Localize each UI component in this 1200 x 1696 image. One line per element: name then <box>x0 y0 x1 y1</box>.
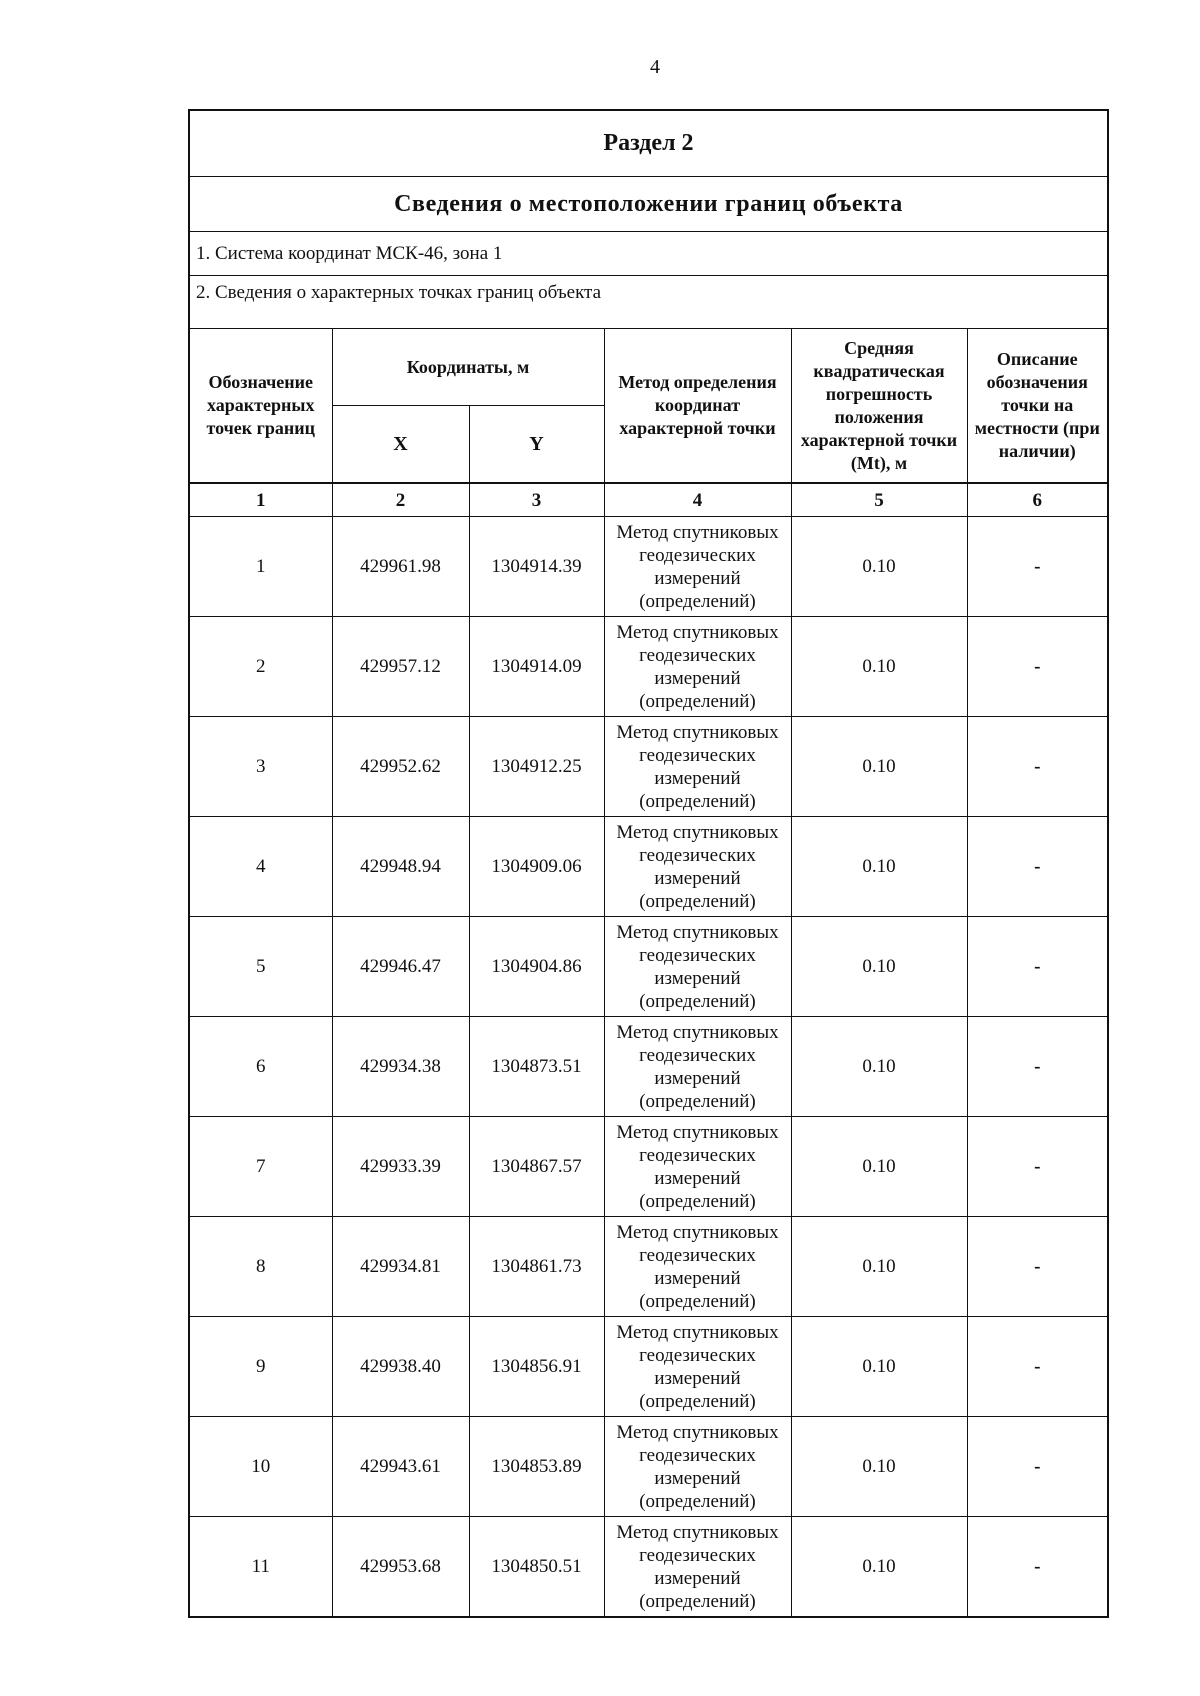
determination-method: Метод спутниковых геодезических измерений (определений) <box>604 817 791 917</box>
point-number: 9 <box>190 1317 332 1417</box>
coordinate-y: 1304914.39 <box>469 517 604 617</box>
determination-method: Метод спутниковых геодезических измерений (определений) <box>604 517 791 617</box>
determination-method: Метод спутниковых геодезических измерений (определений) <box>604 1217 791 1317</box>
point-description: - <box>967 517 1107 617</box>
mean-square-error: 0.10 <box>791 1217 967 1317</box>
coordinate-x: 429934.81 <box>332 1217 469 1317</box>
mean-square-error: 0.10 <box>791 917 967 1017</box>
coordinate-y: 1304850.51 <box>469 1517 604 1617</box>
mean-square-error: 0.10 <box>791 517 967 617</box>
table-row <box>190 817 1107 917</box>
header-coordinates: Координаты, м <box>332 329 604 406</box>
coordinate-x: 429934.38 <box>332 1017 469 1117</box>
mean-square-error: 0.10 <box>791 1517 967 1617</box>
point-description: - <box>967 1517 1107 1617</box>
determination-method: Метод спутниковых геодезических измерений (определений) <box>604 617 791 717</box>
table-row <box>190 617 1107 717</box>
coordinate-x: 429952.62 <box>332 717 469 817</box>
table-row <box>190 1117 1107 1217</box>
point-description: - <box>967 817 1107 917</box>
coordinate-x: 429943.61 <box>332 1417 469 1517</box>
table-row <box>190 1017 1107 1117</box>
coordinate-x: 429938.40 <box>332 1317 469 1417</box>
coordinate-y: 1304856.91 <box>469 1317 604 1417</box>
mean-square-error: 0.10 <box>791 717 967 817</box>
points-info-line: 2. Сведения о характерных точках границ объекта <box>196 282 602 303</box>
determination-method: Метод спутниковых геодезических измерений (определений) <box>604 1317 791 1417</box>
point-number: 11 <box>190 1517 332 1617</box>
determination-method: Метод спутниковых геодезических измерений (определений) <box>604 1517 791 1617</box>
determination-method: Метод спутниковых геодезических измерений (определений) <box>604 1117 791 1217</box>
point-number: 1 <box>190 517 332 617</box>
header-designation: Обозначение характерных точек границ <box>190 329 332 484</box>
page-number: 4 <box>650 56 660 78</box>
point-description: - <box>967 717 1107 817</box>
boundary-points-table <box>190 328 1107 1616</box>
column-number: 5 <box>791 483 967 517</box>
mean-square-error: 0.10 <box>791 817 967 917</box>
point-number: 6 <box>190 1017 332 1117</box>
coordinate-x: 429961.98 <box>332 517 469 617</box>
mean-square-error: 0.10 <box>791 1017 967 1117</box>
point-number: 4 <box>190 817 332 917</box>
coordinate-y: 1304909.06 <box>469 817 604 917</box>
section-subtitle: Сведения о местоположении границ объекта <box>190 177 1107 232</box>
mean-square-error: 0.10 <box>791 1317 967 1417</box>
point-number: 3 <box>190 717 332 817</box>
column-number: 6 <box>967 483 1107 517</box>
determination-method: Метод спутниковых геодезических измерений (определений) <box>604 717 791 817</box>
point-description: - <box>967 1417 1107 1517</box>
boundary-section-frame <box>188 109 1109 1618</box>
point-description: - <box>967 1117 1107 1217</box>
point-description: - <box>967 617 1107 717</box>
determination-method: Метод спутниковых геодезических измерений (определений) <box>604 1417 791 1517</box>
table-row <box>190 1417 1107 1517</box>
coordinate-x: 429948.94 <box>332 817 469 917</box>
point-number: 10 <box>190 1417 332 1517</box>
point-number: 8 <box>190 1217 332 1317</box>
point-number: 2 <box>190 617 332 717</box>
point-description: - <box>967 917 1107 1017</box>
table-row <box>190 1317 1107 1417</box>
coordinate-y: 1304904.86 <box>469 917 604 1017</box>
table-row <box>190 517 1107 617</box>
determination-method: Метод спутниковых геодезических измерений (определений) <box>604 1017 791 1117</box>
table-row <box>190 1517 1107 1617</box>
header-error: Средняя квадратическая погрешность положения характерной точки (Mt), м <box>791 329 967 484</box>
header-method: Метод определения координат характерной точки <box>604 329 791 484</box>
point-description: - <box>967 1317 1107 1417</box>
column-number: 3 <box>469 483 604 517</box>
table-row <box>190 717 1107 817</box>
column-number: 1 <box>190 483 332 517</box>
mean-square-error: 0.10 <box>791 1117 967 1217</box>
coordinate-x: 429957.12 <box>332 617 469 717</box>
header-x: X <box>332 406 469 484</box>
point-number: 7 <box>190 1117 332 1217</box>
coordinate-x: 429933.39 <box>332 1117 469 1217</box>
coordinate-y: 1304867.57 <box>469 1117 604 1217</box>
coordinate-y: 1304853.89 <box>469 1417 604 1517</box>
column-number: 4 <box>604 483 791 517</box>
header-y: Y <box>469 406 604 484</box>
coordinate-y: 1304912.25 <box>469 717 604 817</box>
coordinate-system-line: 1. Система координат МСК-46, зона 1 <box>190 232 1107 276</box>
point-description: - <box>967 1017 1107 1117</box>
point-description: - <box>967 1217 1107 1317</box>
table-row <box>190 1217 1107 1317</box>
coordinate-y: 1304861.73 <box>469 1217 604 1317</box>
coordinate-x: 429953.68 <box>332 1517 469 1617</box>
column-number: 2 <box>332 483 469 517</box>
mean-square-error: 0.10 <box>791 1417 967 1517</box>
point-number: 5 <box>190 917 332 1017</box>
mean-square-error: 0.10 <box>791 617 967 717</box>
coordinate-y: 1304914.09 <box>469 617 604 717</box>
coordinate-x: 429946.47 <box>332 917 469 1017</box>
coordinate-y: 1304873.51 <box>469 1017 604 1117</box>
section-title: Раздел 2 <box>190 111 1107 177</box>
determination-method: Метод спутниковых геодезических измерений (определений) <box>604 917 791 1017</box>
header-description: Описание обозначения точки на местности (при наличии) <box>967 329 1107 484</box>
table-row <box>190 917 1107 1017</box>
